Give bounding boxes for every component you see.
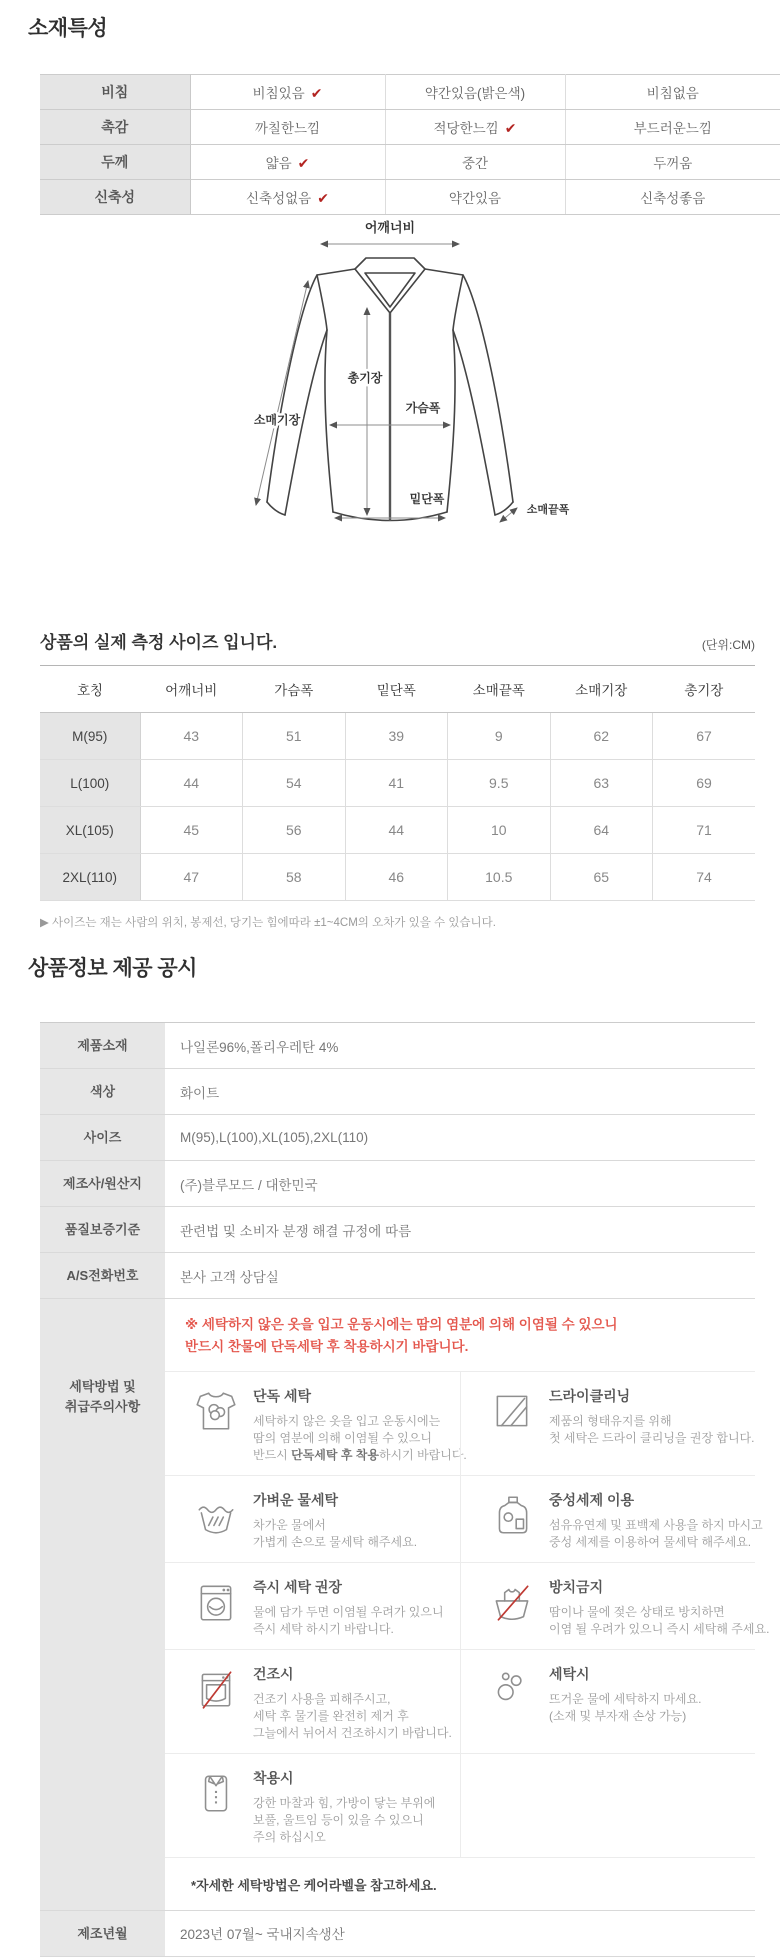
info-row-label: 품질보증기준 <box>40 1207 165 1252</box>
size-value-cell: 58 <box>243 854 346 901</box>
care-item: 가벼운 물세탁 차가운 물에서 가볍게 손으로 물세탁 해주세요. <box>165 1476 460 1562</box>
column-header: 소매끝폭 <box>448 666 551 713</box>
info-row-value: 나일론96%,폴리우레탄 4% <box>180 1039 339 1055</box>
option-label: 신축성좋음 <box>640 191 706 206</box>
care-item: 착용시 강한 마찰과 힘, 가방이 닿는 부위에 보풀, 울트임 등이 있을 수 있으니 주의 하십시오 <box>165 1754 460 1857</box>
table-row <box>40 1115 755 1161</box>
care-item: 단독 세탁 세탁하지 않은 옷을 입고 운동시에는 땀의 염분에 의해 이염될 수 있으니 반드시 단독세탁 후 착용하시기 바랍니다. <box>165 1372 460 1475</box>
care-item: 드라이클리닝 제품의 형태유지를 위해 첫 세탁은 드라이 클리닝을 권장 합니다. <box>460 1372 755 1475</box>
table-row <box>40 1069 755 1115</box>
info-row-label: 제품소재 <box>40 1023 165 1068</box>
size-value-cell: 47 <box>140 854 243 901</box>
option-label: 부드러운느낌 <box>633 121 712 136</box>
size-value-cell: 45 <box>140 807 243 854</box>
care-item-title: 방치금지 <box>549 1578 604 1595</box>
info-row-value: M(95),L(100),XL(105),2XL(110) <box>180 1130 369 1145</box>
option-label: 까칠한느낌 <box>254 121 321 136</box>
size-value-cell: 69 <box>653 760 756 807</box>
size-value-cell: 10 <box>448 807 551 854</box>
size-value-cell: 74 <box>653 854 756 901</box>
size-table <box>40 665 755 901</box>
column-header: 호칭 <box>40 666 140 713</box>
option-label: 비침있음 <box>252 86 305 101</box>
care-item: 중성세제 이용 섬유유연제 및 표백제 사용을 하지 마시고 중성 세제를 이용하여 물세탁 해주세요. <box>460 1476 755 1562</box>
material-row-label: 신축성 <box>40 180 190 215</box>
size-section <box>40 628 755 930</box>
info-row-label: 사이즈 <box>40 1115 165 1160</box>
care-item-title: 착용시 <box>253 1769 294 1786</box>
size-value-cell: 10.5 <box>448 854 551 901</box>
size-value-cell: 54 <box>243 760 346 807</box>
size-value-cell: 67 <box>653 713 756 760</box>
detergent-icon <box>489 1492 535 1538</box>
material-table <box>40 74 780 215</box>
table-row <box>40 807 755 854</box>
table-row <box>40 145 780 180</box>
care-item-title: 가벼운 물세탁 <box>253 1491 339 1508</box>
manufacture-date-row <box>40 1911 755 1957</box>
chest-width-label: 가슴폭 <box>405 401 441 415</box>
check-icon: ✔ <box>297 155 310 171</box>
check-icon: ✔ <box>310 85 323 101</box>
column-header: 총기장 <box>653 666 756 713</box>
bubbles-icon <box>489 1666 535 1712</box>
table-row <box>40 180 780 215</box>
care-item: 건조시 건조기 사용을 피해주시고, 세탁 후 물기를 완전히 제거 후 그늘에서 뉘어서 건조하시기 바랍니다. <box>165 1650 460 1753</box>
size-value-cell: 51 <box>243 713 346 760</box>
handwash-icon <box>193 1492 239 1538</box>
shoulder-width-label: 어깨너비 <box>364 220 416 235</box>
care-item: 즉시 세탁 권장 물에 담가 두면 이염될 우려가 있으니 즉시 세탁 하시기 바랍니다. <box>165 1563 460 1649</box>
table-row <box>40 1253 755 1299</box>
size-name-cell: XL(105) <box>40 807 140 854</box>
measurement-diagram <box>0 212 780 573</box>
product-info-table <box>40 1022 770 1957</box>
column-header: 밑단폭 <box>345 666 448 713</box>
care-item-title: 즉시 세탁 권장 <box>253 1578 342 1595</box>
info-row-value: 본사 고객 상담실 <box>180 1269 279 1285</box>
size-name-cell: M(95) <box>40 713 140 760</box>
size-value-cell: 63 <box>550 760 653 807</box>
total-length-label: 총기장 <box>347 371 383 385</box>
material-row-label: 비침 <box>40 75 190 110</box>
product-info-section <box>28 952 770 1957</box>
care-row-label: 세탁방법 및 취급주의사항 <box>40 1299 165 1910</box>
care-item-title: 드라이클리닝 <box>549 1387 631 1404</box>
material-row-label: 촉감 <box>40 110 190 145</box>
no-dryer-icon <box>193 1666 239 1712</box>
washer-icon <box>193 1579 239 1625</box>
option-label: 신축성없음 <box>246 191 312 206</box>
size-value-cell: 41 <box>345 760 448 807</box>
info-row-value: 2023년 07월~ 국내지속생산 <box>180 1927 345 1943</box>
size-value-cell: 9 <box>448 713 551 760</box>
info-row-label: A/S전화번호 <box>40 1253 165 1298</box>
info-row-label: 제조년월 <box>40 1911 165 1956</box>
care-item-title: 중성세제 이용 <box>549 1491 635 1508</box>
table-header-row <box>40 666 755 713</box>
table-row <box>40 110 780 145</box>
folded-shirt-icon <box>193 1770 239 1816</box>
hem-width-label: 밑단폭 <box>409 492 445 506</box>
material-section <box>0 12 780 215</box>
no-soak-icon <box>489 1579 535 1625</box>
info-row-label: 제조사/원산지 <box>40 1161 165 1206</box>
care-item-title: 세탁시 <box>549 1665 590 1682</box>
table-row <box>40 1023 755 1069</box>
check-icon: ✔ <box>317 190 329 206</box>
size-value-cell: 62 <box>550 713 653 760</box>
table-row <box>40 760 755 807</box>
size-value-cell: 43 <box>140 713 243 760</box>
care-label-footnote: *자세한 세탁방법은 케어라벨을 참고하세요. <box>165 1857 755 1910</box>
size-value-cell: 56 <box>243 807 346 854</box>
size-value-cell: 46 <box>345 854 448 901</box>
option-label: 중간 <box>461 156 489 171</box>
column-header: 소매기장 <box>550 666 653 713</box>
column-header: 가슴폭 <box>243 666 346 713</box>
size-value-cell: 9.5 <box>448 760 551 807</box>
product-info-title: 상품정보 제공 공시 <box>28 957 197 980</box>
tshirt-stain-icon <box>193 1388 239 1434</box>
check-icon: ✔ <box>504 120 517 136</box>
size-name-cell: 2XL(110) <box>40 854 140 901</box>
table-row <box>40 1207 755 1253</box>
size-value-cell: 71 <box>653 807 756 854</box>
care-item-title: 단독 세탁 <box>253 1387 311 1404</box>
shirt-diagram-illustration <box>205 212 575 568</box>
care-instructions-row <box>40 1299 770 1911</box>
material-section-title: 소재특성 <box>28 17 108 40</box>
info-row-value: 화이트 <box>180 1085 220 1101</box>
cuff-width-label: 소매끝폭 <box>526 504 570 516</box>
option-label: 얇음 <box>265 156 292 171</box>
care-instructions-body <box>165 1299 770 1910</box>
info-row-value: (주)블루모드 / 대한민국 <box>180 1177 318 1193</box>
option-label: 적당한느낌 <box>433 121 499 136</box>
size-value-cell: 39 <box>345 713 448 760</box>
care-item: 세탁시 뜨거운 물에 세탁하지 마세요. (소재 및 부자재 손상 가능) <box>460 1650 755 1753</box>
care-item-title: 건조시 <box>253 1665 294 1682</box>
option-label: 두꺼움 <box>653 156 693 171</box>
wash-warning-text: ※ 세탁하지 않은 옷을 입고 운동시에는 땀의 염분에 의해 이염될 수 있으니 반드시 찬물에 단독세탁 후 착용하시기 바랍니다. <box>185 1317 618 1355</box>
size-name-cell: L(100) <box>40 760 140 807</box>
table-row <box>40 75 780 110</box>
table-row <box>40 1161 755 1207</box>
option-label: 약간있음 <box>448 191 502 206</box>
care-item: 방치금지 땀이나 물에 젖은 상태로 방치하면 이염 될 우려가 있으니 즉시 세탁해 주세요. <box>460 1563 755 1649</box>
sleeve-length-label: 소매기장 <box>253 413 301 427</box>
info-row-value: 관련법 및 소비자 분쟁 해결 규정에 따름 <box>180 1223 412 1239</box>
size-value-cell: 64 <box>550 807 653 854</box>
size-value-cell: 65 <box>550 854 653 901</box>
table-row <box>40 854 755 901</box>
column-header: 어깨너비 <box>140 666 243 713</box>
option-label: 약간있음(밝은색) <box>424 86 526 101</box>
option-label: 비침없음 <box>646 86 699 101</box>
empty-cell <box>460 1754 755 1857</box>
material-row-label: 두께 <box>40 145 190 180</box>
size-tolerance-note: ▶ 사이즈는 재는 사람의 위치, 봉제선, 당기는 힘에따라 ±1~4CM의 오차가 있을 수 있습니다. <box>40 917 496 929</box>
size-section-title: 상품의 실제 측정 사이즈 입니다. <box>40 633 278 652</box>
info-row-label: 색상 <box>40 1069 165 1114</box>
size-value-cell: 44 <box>140 760 243 807</box>
dryclean-icon <box>489 1388 535 1434</box>
care-items-grid <box>165 1371 770 1857</box>
table-row <box>40 713 755 760</box>
size-value-cell: 44 <box>345 807 448 854</box>
size-unit-label: (단위:CM) <box>701 638 755 652</box>
